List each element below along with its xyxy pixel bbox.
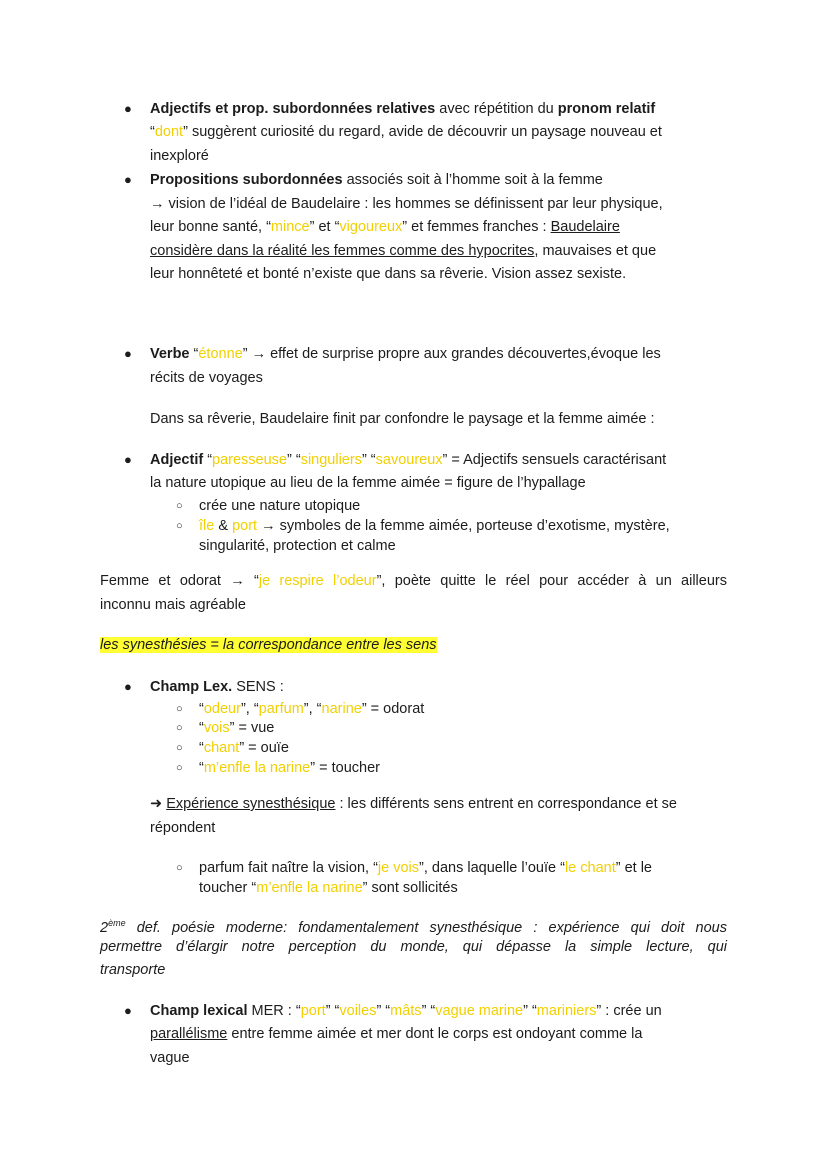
b5-experience-line1: ➜ Expérience synesthésique : les différents sens entrent en correspondance et se [150,796,677,812]
b4-sub1: crée une nature utopique [199,498,361,514]
b4-line2: la nature utopique au lieu de la femme aimée = figure de l’hypallage [150,475,586,491]
b5-sub5-line2: toucher “m’enfle la narine” sont sollicités [199,880,458,896]
b1-line2: “dont” suggèrent curiosité du regard, avide de découvrir un paysage nouveau et [150,124,662,140]
b3-line2: récits de voyages [150,370,263,386]
bullet-icon: ● [124,679,132,694]
paragraph-definition: 2ème def. poésie moderne: fondamentalement synesthésique : expérience qui doit nous [100,918,727,936]
b2-line3: leur bonne santé, “mince” et “vigoureux” et femmes franches : Baudelaire [150,219,620,235]
b5-sub2: “vois” = vue [199,720,275,736]
paragraph-definition-line2: permettre d’élargir notre perception du monde, qui dépasse la simple lecture, qui [100,939,727,955]
sub-bullet-icon: ○ [176,762,183,774]
sub-bullet-icon: ○ [176,862,183,874]
b4-line1: Adjectif “paresseuse” “singuliers” “savoureux” = Adjectifs sensuels caractérisant [150,452,667,468]
highlight-synesthesies: les synesthésies = la correspondance entre les sens [100,637,437,653]
paragraph-reverie: Dans sa rêverie, Baudelaire finit par confondre le paysage et la femme aimée : [150,411,655,427]
b6-line2: parallélisme entre femme aimée et mer dont le corps est ondoyant comme la [150,1026,643,1042]
b1-line3: inexploré [150,148,209,164]
bullet-icon: ● [124,1003,132,1018]
b6-line3: vague [150,1050,190,1066]
bullet-icon: ● [124,346,132,361]
quote-dont: dont [154,124,184,140]
sub-bullet-icon: ○ [176,742,183,754]
sub-bullet-icon: ○ [176,500,183,512]
bullet-icon: ● [124,452,132,467]
sub-bullet-icon: ○ [176,722,183,734]
b5-line1: Champ Lex. SENS : [150,679,284,695]
b6-line1: Champ lexical MER : “port” “voiles” “mâts” “vague marine” “mariniers” : crée un [150,1003,662,1019]
b2-line5: leur honnêteté et bonté n’existe que dans sa rêverie. Vision assez sexiste. [150,266,627,282]
b3-line1: Verbe “étonne” → effet de surprise propre aux grandes découvertes,évoque les [150,346,661,362]
b1-line1: Adjectifs et prop. subordonnées relatives avec répétition du pronom relatif [150,101,656,117]
b5-sub3: “chant” = ouïe [199,740,289,756]
paragraph-definition-line3: transporte [100,962,166,978]
paragraph-odorat: Femme et odorat → “je respire l’odeur”, poète quitte le réel pour accéder à un ailleurs [100,573,727,589]
b5-sub5: parfum fait naître la vision, “je vois”, dans laquelle l’ouïe “le chant” et le [199,860,652,876]
paragraph-odorat-line2: inconnu mais agréable [100,597,246,613]
sub-bullet-icon: ○ [176,703,183,715]
b4-sub2: île & port → symboles de la femme aimée, porteuse d’exotisme, mystère, [199,518,670,534]
b2-line4: considère dans la réalité les femmes comme des hypocrites, mauvaises et que [150,243,657,259]
b4-sub2-line2: singularité, protection et calme [199,538,396,554]
bullet-icon: ● [124,172,132,187]
b2-line1: Propositions subordonnées associés soit à l’homme soit à la femme [150,172,603,188]
sub-bullet-icon: ○ [176,520,183,532]
b5-sub4: “m’enfle la narine” = toucher [199,760,380,776]
b2-line2: → vision de l’idéal de Baudelaire : les hommes se définissent par leur physique, [150,196,663,212]
arrow-icon: ➜ [150,796,163,812]
b5-sub1: “odeur”, “parfum”, “narine” = odorat [199,701,425,717]
bullet-icon: ● [124,101,132,116]
b5-experience-line2: répondent [150,820,216,836]
